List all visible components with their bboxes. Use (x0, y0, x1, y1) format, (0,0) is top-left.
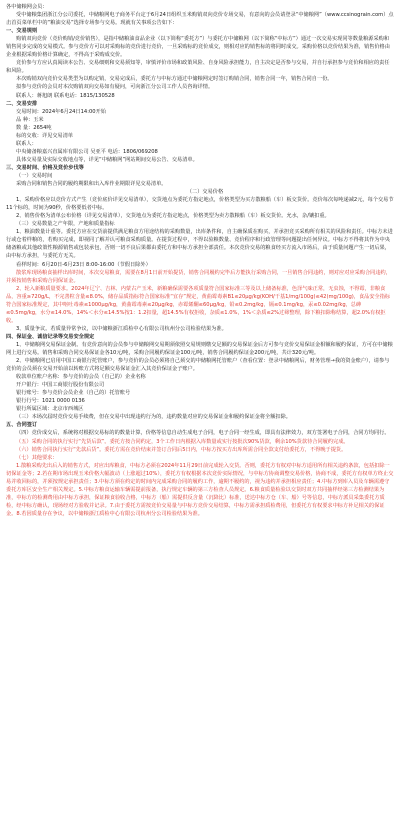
trade-delivery: 标的交收：详见交易清单 (16, 132, 74, 139)
account-region: 银行所属区域：北京市西城区 (16, 406, 84, 413)
section-1-contact: 联系人：蒋旭朗 联系电话：1815/130528 (16, 92, 115, 99)
section-4-paragraph-3: （三）本场次届时竞价交易手续费，但在交易中出现违约行为的，违约数量对应的交易保证金和履约保证金将全额扣除。 (16, 414, 291, 421)
trade-time: 交易时间：2024年6月24日14:00开始 (16, 108, 106, 115)
section-3-2-paragraph-2: 2、销售价格为清单公布价格（详见交易清单），交货地点为委托方指定地点，价格类型为卖方散粮船（车）板交货价。允水，杂/镶扣重。 (16, 213, 330, 220)
section-4-paragraph-1: 1、中储粮网交易保证金制。有竞价意向的会员参与中储粮网交易期须依照交易规则缴交足额的交易保证金后方可参与竞价交易保证金相额和履约保证，方可在中储粮网上进行交易。销售和采购合同交易保证金各10元/吨，采购合同履约保证金100元/吨，销售合同履约保证金200元/吨，共计320元/吨。 (6, 341, 393, 357)
section-3-2-paragraph-1: 1、采购价格应以竞价方式产生（竞价底价详见交易清单），交货地点为委托方指定地点，价格类型为买方散粮船（车）板交货价。竞价每次每吨递减2元，每个交易节11个标的，时间为90秒，价格要低者中标。 (6, 197, 394, 212)
quality-dispute: 3、质量争议。若质量异常争议，以中储粮浙江质检中心有限公司杭州分公司检验结果为准。 (16, 325, 227, 332)
greeting: 各中储粮网会员： (6, 4, 48, 10)
section-1-paragraph-3: 本次购销双向竞价交易类型为以购定销，交易完成后，委托方与中标方通过中储粮网定时签订购销合同，销售合同一年，销售合同自一份。 (16, 76, 333, 83)
trade-contact-label: 联系人： (16, 140, 37, 147)
trade-company-contact: 中央储备粮嘉兴直属库有限公司 吴亚平 电话：1806/069208 (16, 148, 158, 155)
section-1-title: 一、交易规则 (6, 28, 38, 35)
section-3-title: 三、交易时间、价格及竞价步伐等 (6, 164, 84, 171)
section-1-paragraph-4: 拟参与竞价的会员对本次购销双向交易如有疑问，可向浙江分公司工作人员咨询详情。 (16, 84, 214, 91)
trade-note: 具体交易量及实际交收地点等，详见“中储粮网”网站期间交易公告、交易清单。 (16, 156, 198, 163)
trade-quantity: 数 量：2654吨 (16, 124, 52, 131)
section-3-3-title: （三）交易数量之产年限，产地和质量指标 (16, 221, 115, 228)
section-5-title: 五、合同签订 (6, 422, 38, 429)
intro-paragraph: 受中储粮集团浙江分公司委托，中储粮网电子商务平台定于6月24日组织玉米购销双向竞价专场交易，有意向的会员请登录“中储粮网”（www.ccsinograin.com）点击首页菜单栏中的“粮油交易”选择专场参与交易。现就有关事项公告如下： (6, 12, 394, 27)
section-3-2-title: （二）交易价格 (186, 189, 224, 196)
account-branch: 银行账号：参与竞价会员企业（自己的）托管账号 (16, 390, 131, 397)
section-6-title: （七）其他要求： (16, 454, 58, 461)
section-5-paragraph-3: （六）销售合同执行实行“先款后货”。委托方需在竞价结束并签订合同后5日内，中标方按买方出库所需合同全款支付给委托方，不得晚于提货。 (16, 446, 347, 453)
inspection-time: 看样时间：6月20日-6月23日 8:00-16:00（节假日除外） (16, 261, 151, 268)
section-3-1-title: （一）交易时间 (16, 172, 53, 179)
section-3-3-paragraph: 1、粮油数量计重等。委托方应在交货前提供满足粮食方用途结构的采购数量，出库条件和，自主确保质在购买，并承担竞买采购所有相关的风险和责任。中标方未进行或仓着样粮的，若购买完成，即视同了解并认可粮食采购质量。在提货过程中，不得以验粮数量、竞价程序和行政管理等问题提出任何异议。中标方不得将其作为中央储备粮或其他政策性粮源销售或包装承包，否则一切不良后果都由委托方和中标方承担全部责任。本次竞价交易的粮食经买方流入市场后，由于质量问题产生一切后果，由中标方承担，与委托方无关。 (6, 229, 393, 260)
section-1-paragraph-1: 购销双向竞价（竞价购销/竞价销售），是指中储粮油食品企业（以下简称“委托方”）与委托方中储粮网（以下简称“中标方”）通过一次交易实现同等数量粮源采购和销售同步完成的交易模式。参与竞价方可以对采购标的竞价进行竞价，一旦采购标的竞价成交，则相对应的销售标的将同时成交。采购价格以竞价结果为准，销售价格由企业根据采购价格计算确定，不得高于采购成交价。 (6, 36, 390, 59)
section-2-info (6, 108, 394, 164)
account-name: 收款单位账户名称：参与竞价的会员（自己的）企业名称 (16, 374, 146, 381)
section-4-title: 四、保证金、诚信记录等交易安全规定 (6, 333, 95, 340)
section-1-paragraph-2: 竞价参与方应认真阅读本公告、交易细则和交易须知等，审慎评价市场和政策风险、自身风险承担能力，自主决定是否参与交易，并自行承担参与竞价和相应的责任和风险。 (6, 60, 390, 75)
section-6-paragraph: 1.散粮采购先出后入的销售方式，对应出库粮食，中标方必须在2024年11月29日前完成轮入交货。否则，委托方有权对中标方适用所有相关违约条款，包括扣除一切保证金等；2.若在期市场出现玉米价格大幅波动（上涨超过10%），委托方有权根据本次竞价实际情况，与中标方协商调整交易价格，协商不成，委托方有权单方终止交易并收回标的，并须按规定承担责任；3.中标方须在约定的时间内完成采购合同的履约工作，逾期不履约的，视为违约并承担相应责任；4.中标方到库入员及车辆需遵守委托方库区安全生产相关规定。5.中标方粮食运输车辆需提前报备，执行规定车辆的第三方检查人员规定。6.粮食质量检验以交货时双方共同抽样经第三方检测结果为准，中标方的检测费用由中标方承担，保证粮食验收合格，中标方（船）需提供反含量（沉降比）标准，送达中标方仓（车、船）号等信息，中标方派员采集委托方质检，经中标方确认，现场经对方验收并记录。7.由于委托方需按竞价交易量与中标方竞价交易结算，中标方需承担质检费用，但委托方有权要求中标方补足相关的保证金。8.若因质量存在争议，以中储粮浙江质检中心有限公司杭州分公司检验结果为准。 (6, 462, 394, 517)
section-2-title: 二、交易安排 (6, 100, 38, 107)
section-4-paragraph-2: 2、中储粮网已启用中国工商银行托管账户，参与竞价的会员必须将自己须交的中储粮网托管账户（查看位置：登录中储粮网后，财务管理→我的资金账户），请参与竞价的会员须在交易开始前以转账方式将足额交易保证金汇入其竞价保证金子账户。 (6, 358, 390, 373)
section-3-1-paragraph: 采购合同和销售合同的履约期限和出入库作业期限详见交易清单。 (16, 181, 167, 188)
quality-requirements: 2、轮入新粮质量要求。2024年辽宁、吉林、内蒙古产玉米，新粮确保需要各项质量符合国家标准三等及以上储备标准，色泽气味正常，无虫蚀，不得霉，非粮食品，容重≥720g/L，不完善粒含量≤8.0%，储存品质指标符合国家标准“宜存”规定，黄曲霉毒素B1≤20μg/kg(KOH/干基1/mg/100g)≤42(mg/100g)，食品安全指标符合国家标准规定，其中呕吐毒素≤1000μg/kg，黄曲霉毒素≤20μg/kg，赤霉烯酮≤60μg/kg，铅≤0.2mg/kg，镉≤0.1mg/kg，汞≤0.02mg/kg，总砷≤0.5mg/kg，水分≤14.0%，14%＜水分≤14.5%按1：1.2扣量，超14.5%有权拒收，杂质≤1.0%，1%＜杂质≤2%过筛整理，除下粮扣除称结算，超2.0%有权拒收。 (6, 285, 391, 324)
account-number: 银行行号：1021 0000 0136 (16, 398, 85, 405)
account-bank: 开户银行：中国工商银行股份有限公司 (16, 382, 105, 389)
trade-variety: 品 种：玉米 (16, 116, 44, 123)
delivery-warning: 散浆库现场粮食抽样出库时间，本次交易粮食，需要在8月1日前开始提货，销售合同履约完毕后方能执行采购合同，一旦销售合同违约，则对应对应采购合同违约，并须按销售和采购合同保证金。 (6, 269, 391, 284)
section-5-paragraph-2: （五）采购合同的执行实行“先货后款”。委托方按合同约定，3个工作日内根据入库数量或实行按批次90%货款，剩余10%货款待合同履约完成。 (16, 438, 349, 445)
section-5-paragraph-1: （四）竞价成交后，系统将对根据交易标的的数量计算，价格等信息自动生成电子合同，电子合同一经生成，即具有法律效力，双方签署电子合同，合同方均同行。 (16, 430, 390, 437)
